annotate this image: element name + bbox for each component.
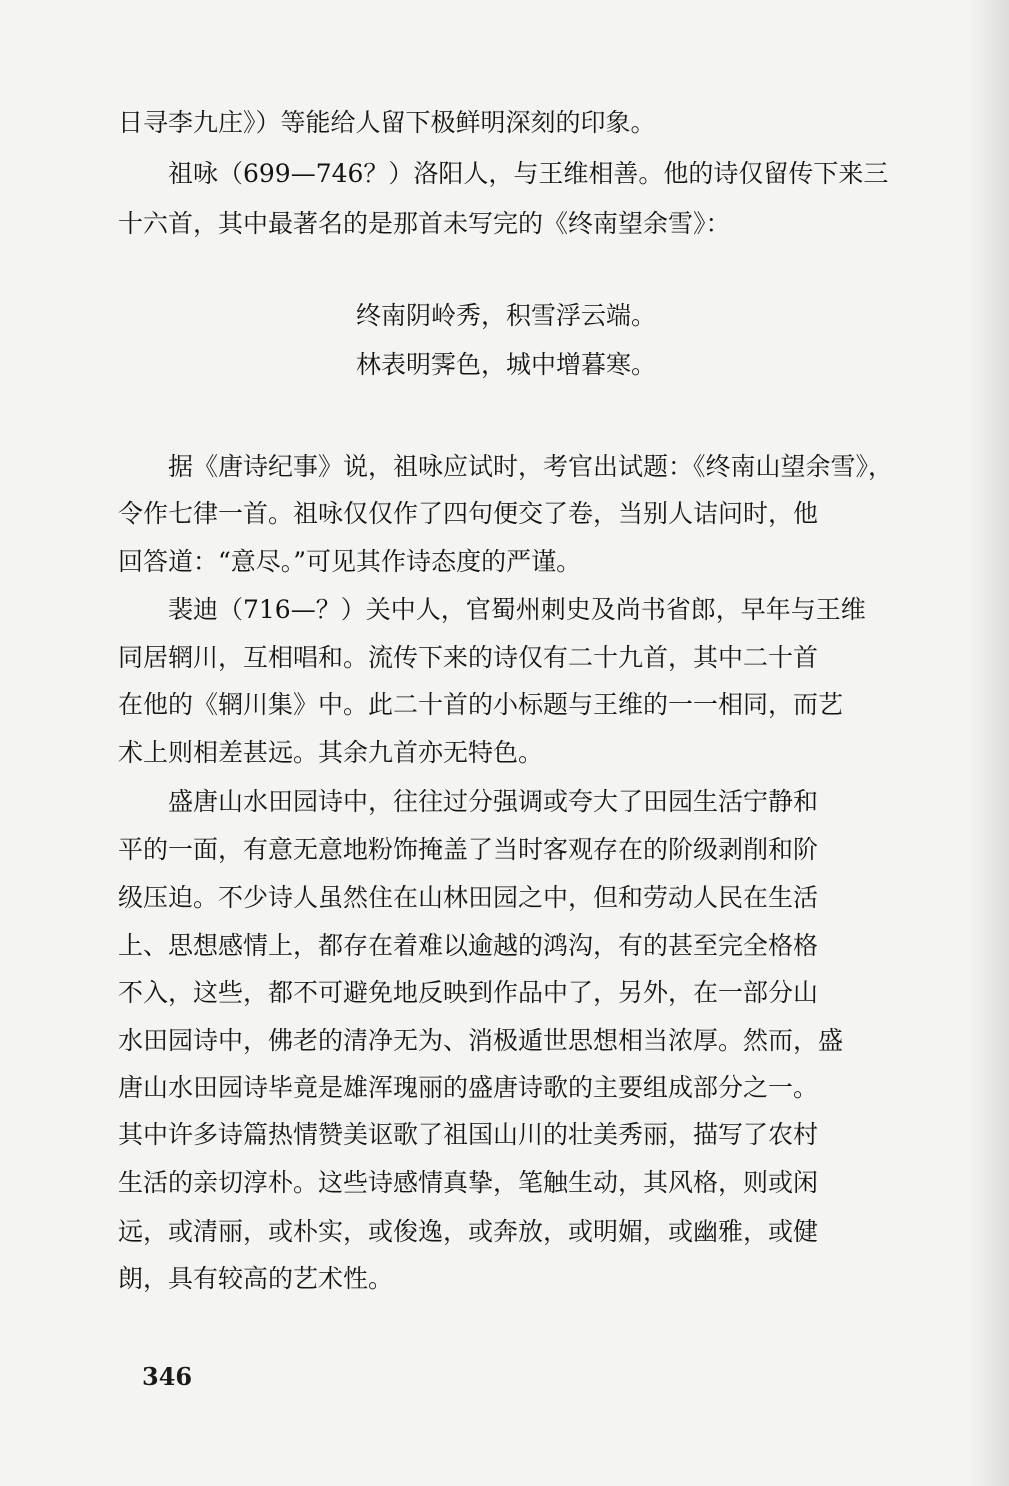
- text-line: 远，或清丽，或朴实，或俊逸，或奔放，或明媚，或幽雅，或健: [118, 1217, 819, 1246]
- text-line: 不入，这些，都不可避免地反映到作品中了，另外，在一部分山: [118, 978, 819, 1007]
- text-line: 级压迫。不少诗人虽然住在山林田园之中，但和劳动人民在生活: [118, 883, 819, 912]
- text-line: 术上则相差甚远。其余九首亦无特色。: [118, 738, 544, 767]
- text-line: 令作七律一首。祖咏仅仅作了四句便交了卷，当别人诘问时，他: [118, 499, 819, 528]
- text-line: 裴迪（716—？）关中人，官蜀州刺史及尚书省郎，早年与王维: [168, 595, 866, 624]
- text-line: 唐山水田园诗毕竟是雄浑瑰丽的盛唐诗歌的主要组成部分之一。: [118, 1073, 819, 1102]
- text-line: 据《唐诗纪事》说，祖咏应试时，考官出试题：《终南山望余雪》，: [168, 452, 894, 481]
- text-line: 生活的亲切淳朴。这些诗感情真挚，笔触生动，其风格，则或闲: [118, 1168, 819, 1197]
- text-line: 水田园诗中，佛老的清净无为、消极遁世思想相当浓厚。然而，盛: [118, 1026, 844, 1055]
- text-line: 上、思想感情上，都存在着难以逾越的鸿沟，有的甚至完全格格: [118, 931, 819, 960]
- text-line: 祖咏（699—746？）洛阳人，与王维相善。他的诗仅留传下来三: [168, 159, 889, 188]
- text-line: 盛唐山水田园诗中，往往过分强调或夸大了田园生活宁静和: [168, 787, 819, 816]
- text-line: 日寻李九庄》）等能给人留下极鲜明深刻的印象。: [118, 108, 656, 137]
- text-line: 平的一面，有意无意地粉饰掩盖了当时客观存在的阶级剥削和阶: [118, 835, 819, 864]
- text-line: 同居辋川，互相唱和。流传下来的诗仅有二十九首，其中二十首: [118, 643, 819, 672]
- text-line: 朗，具有较高的艺术性。: [118, 1264, 394, 1293]
- text-line: 其中许多诗篇热情赞美讴歌了祖国山川的壮美秀丽，描写了农村: [118, 1120, 819, 1149]
- text-line: 在他的《辋川集》中。此二十首的小标题与王维的一一相同，而艺: [118, 690, 844, 719]
- page-number: 346: [142, 1362, 193, 1391]
- text-line: 十六首，其中最著名的是那首未写完的《终南望余雪》：: [118, 209, 731, 238]
- poem-line: 终南阴岭秀，积雪浮云端。: [356, 301, 657, 330]
- poem-line: 林表明霁色，城中增暮寒。: [356, 350, 657, 379]
- text-line: 回答道：“意尽。”可见其作诗态度的严谨。: [118, 547, 582, 576]
